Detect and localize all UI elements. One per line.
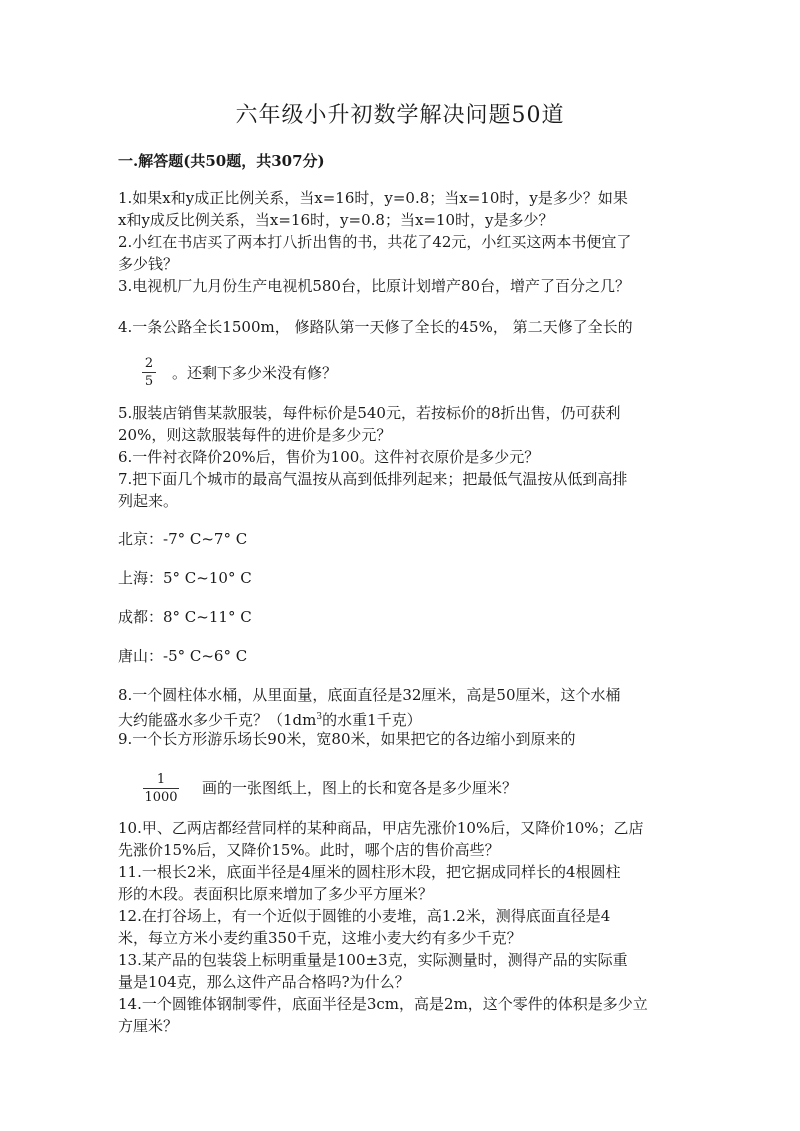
q12-line-2: 米，每立方米小麦约重350千克，这堆小麦大约有多少千克？ bbox=[118, 929, 522, 947]
q13-line-1: 13.某产品的包装袋上标明重量是100±3克，实际测量时，测得产品的实际重 bbox=[118, 951, 628, 969]
q2-line-1: 2.小红在书店买了两本打八折出售的书，共花了42元，小红买这两本书便宜了 bbox=[118, 233, 632, 251]
q11-line-2: 形的木段。表面积比原来增加了多少平方厘米？ bbox=[118, 885, 434, 903]
q4-fraction bbox=[142, 356, 156, 389]
q8-line-2-text-b: 的水重1千克） bbox=[322, 711, 422, 729]
q4-fraction-numerator: 2 bbox=[144, 356, 154, 371]
city-beijing: 北京：-7° C~7° C bbox=[118, 530, 248, 548]
q14-line-2: 方厘米？ bbox=[118, 1017, 179, 1035]
q9-fraction-numerator: 1 bbox=[156, 772, 166, 787]
q12-line-1: 12.在打谷场上，有一个近似于圆锥的小麦堆，高1.2米，测得底面直径是4 bbox=[118, 907, 611, 925]
q8-line-1: 8.一个圆柱体水桶，从里面量，底面直径是32厘米，高是50厘米，这个水桶 bbox=[118, 686, 621, 704]
q11-line-1: 11.一根长2米，底面半径是4厘米的圆柱形木段，把它据成同样长的4根圆柱 bbox=[118, 863, 621, 881]
q5-line-1: 5.服装店销售某款服装，每件标价是540元，若按标价的8折出售，仍可获利 bbox=[118, 404, 621, 422]
q4-line-1: 4.一条公路全长1500m， 修路队第一天修了全长的45%， 第二天修了全长的 bbox=[118, 318, 633, 336]
page-title: 六年级小升初数学解决问题50道 bbox=[235, 103, 565, 128]
q4-line-2: 。还剩下多少米没有修？ bbox=[172, 364, 338, 382]
q8-line-2-text-a: 大约能盛水多少千克？（1dm bbox=[118, 711, 317, 729]
q3-line-1: 3.电视机厂九月份生产电视机580台，比原计划增产80台，增产了百分之几？ bbox=[118, 277, 631, 295]
q9-line-1: 9.一个长方形游乐场长90米，宽80米，如果把它的各边缩小到原来的 bbox=[118, 730, 576, 748]
q8-superscript: 3 bbox=[316, 712, 323, 722]
q2-line-2: 多少钱？ bbox=[118, 255, 179, 273]
city-shanghai: 上海：5° C~10° C bbox=[118, 569, 252, 587]
q9-fraction-denominator: 1000 bbox=[144, 790, 178, 805]
city-tangshan: 唐山：-5° C~6° C bbox=[118, 647, 248, 665]
q7-line-2: 列起来。 bbox=[118, 492, 179, 510]
q4-fraction-denominator: 5 bbox=[144, 374, 154, 389]
q5-line-2: 20%，则这款服装每件的进价是多少元？ bbox=[118, 426, 392, 444]
section-heading: 一.解答题(共50题，共307分) bbox=[118, 152, 325, 170]
q1-line-1: 1.如果x和y成正比例关系，当x=16时，y=0.8；当x=10时，y是多少？如果 bbox=[118, 189, 628, 207]
q13-line-2: 量是104克，那么这件产品合格吗?为什么？ bbox=[118, 973, 410, 991]
q7-line-1: 7.把下面几个城市的最高气温按从高到低排列起来；把最低气温按从低到高排 bbox=[118, 470, 628, 488]
q6-line-1: 6.一件衬衣降价20%后，售价为100。这件衬衣原价是多少元？ bbox=[118, 448, 540, 466]
q10-line-1: 10.甲、乙两店都经营同样的某种商品，甲店先涨价10%后，又降价10%；乙店 bbox=[118, 819, 644, 837]
city-chengdu: 成都：8° C~11° C bbox=[118, 608, 252, 626]
q9-fraction bbox=[143, 772, 179, 805]
q1-line-2: x和y成反比例关系，当x=16时，y=0.8；当x=10时，y是多少？ bbox=[118, 211, 554, 229]
q10-line-2: 先涨价15%后，又降价15%。此时，哪个店的售价高些？ bbox=[118, 841, 500, 859]
q14-line-1: 14.一个圆锥体钢制零件，底面半径是3cm，高是2m，这个零件的体积是多少立 bbox=[118, 995, 648, 1013]
q9-line-2: 画的一张图纸上，图上的长和宽各是多少厘米？ bbox=[202, 779, 518, 797]
